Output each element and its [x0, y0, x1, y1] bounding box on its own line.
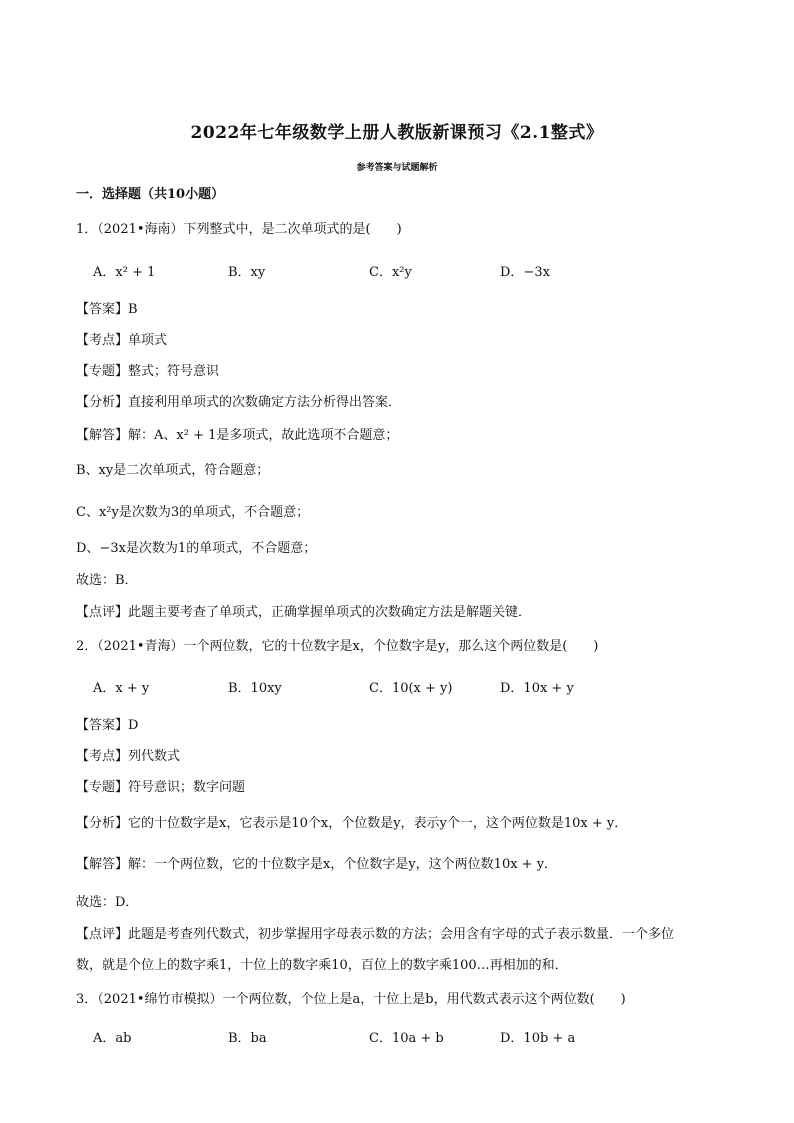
q2-comment-cont: 数，就是个位上的数字乘1，十位上的数字乘10，百位上的数字乘100…再相加的和． [76, 958, 568, 973]
q1-knowledge-point: 【考点】单项式 [76, 333, 168, 348]
q1-solution: 【解答】解：A、x² + 1是多项式，故此选项不合题意； [76, 428, 399, 443]
q1-solution-b: B、xy是二次单项式，符合题意； [76, 463, 270, 478]
q2-knowledge-point: 【考点】列代数式 [76, 749, 181, 764]
question-3-stem: 3．（2021•绵竹市模拟）一个两位数，个位上是a，十位上是b，用代数式表示这个两位数( ) [76, 992, 626, 1007]
q1-topic: 【专题】整式；符号意识 [76, 364, 220, 379]
q3-option-c: C．10a + b [369, 1031, 444, 1046]
q1-option-d: D．−3x [500, 265, 550, 280]
q1-option-b: B．xy [228, 265, 266, 280]
q1-answer: 【答案】B [76, 302, 138, 317]
q1-choice: 故选：B． [76, 573, 138, 588]
question-1-stem: 1．（2021•海南）下列整式中，是二次单项式的是( ) [76, 222, 402, 237]
q1-analysis: 【分析】直接利用单项式的次数确定方法分析得出答案． [76, 395, 402, 410]
q2-analysis: 【分析】它的十位数字是x，它表示是10个x，个位数是y，表示y个一，这个两位数是10x + y． [76, 816, 628, 831]
q1-comment: 【点评】此题主要考查了单项式，正确掌握单项式的次数确定方法是解题关键． [76, 605, 532, 620]
q2-answer: 【答案】D [76, 718, 139, 733]
q1-solution-d: D、−3x是次数为1的单项式，不合题意； [76, 541, 317, 556]
q1-option-a: A．x² + 1 [93, 265, 156, 280]
q2-option-a: A．x + y [93, 681, 150, 696]
q3-option-b: B．ba [228, 1031, 267, 1046]
page-subtitle: 参考答案与试题解析 [356, 163, 438, 173]
page-title: 2022年七年级数学上册人教版新课预习《2.1整式》 [190, 123, 604, 143]
q1-option-c: C．x²y [369, 265, 412, 280]
q2-option-c: C．10(x + y) [369, 681, 453, 696]
q2-comment: 【点评】此题是考查列代数式，初步掌握用字母表示数的方法；会用含有字母的式子表示数量．一个多位 [76, 927, 675, 942]
q2-solution: 【解答】解：一个两位数，它的十位数字是x，个位数字是y，这个两位数10x + y． [76, 857, 558, 872]
q2-option-d: D．10x + y [500, 681, 574, 696]
q2-topic: 【专题】符号意识；数字问题 [76, 780, 246, 795]
q1-solution-c: C、x²y是次数为3的单项式，不合题意； [76, 505, 310, 520]
q2-choice: 故选：D． [76, 895, 139, 910]
q3-option-d: D．10b + a [500, 1031, 576, 1046]
section-heading: 一．选择题（共10小题） [76, 187, 225, 202]
q3-option-a: A．ab [93, 1031, 132, 1046]
question-2-stem: 2．（2021•青海）一个两位数，它的十位数字是x，个位数字是y，那么这个两位数是( ) [76, 639, 599, 654]
q2-option-b: B．10xy [228, 681, 282, 696]
